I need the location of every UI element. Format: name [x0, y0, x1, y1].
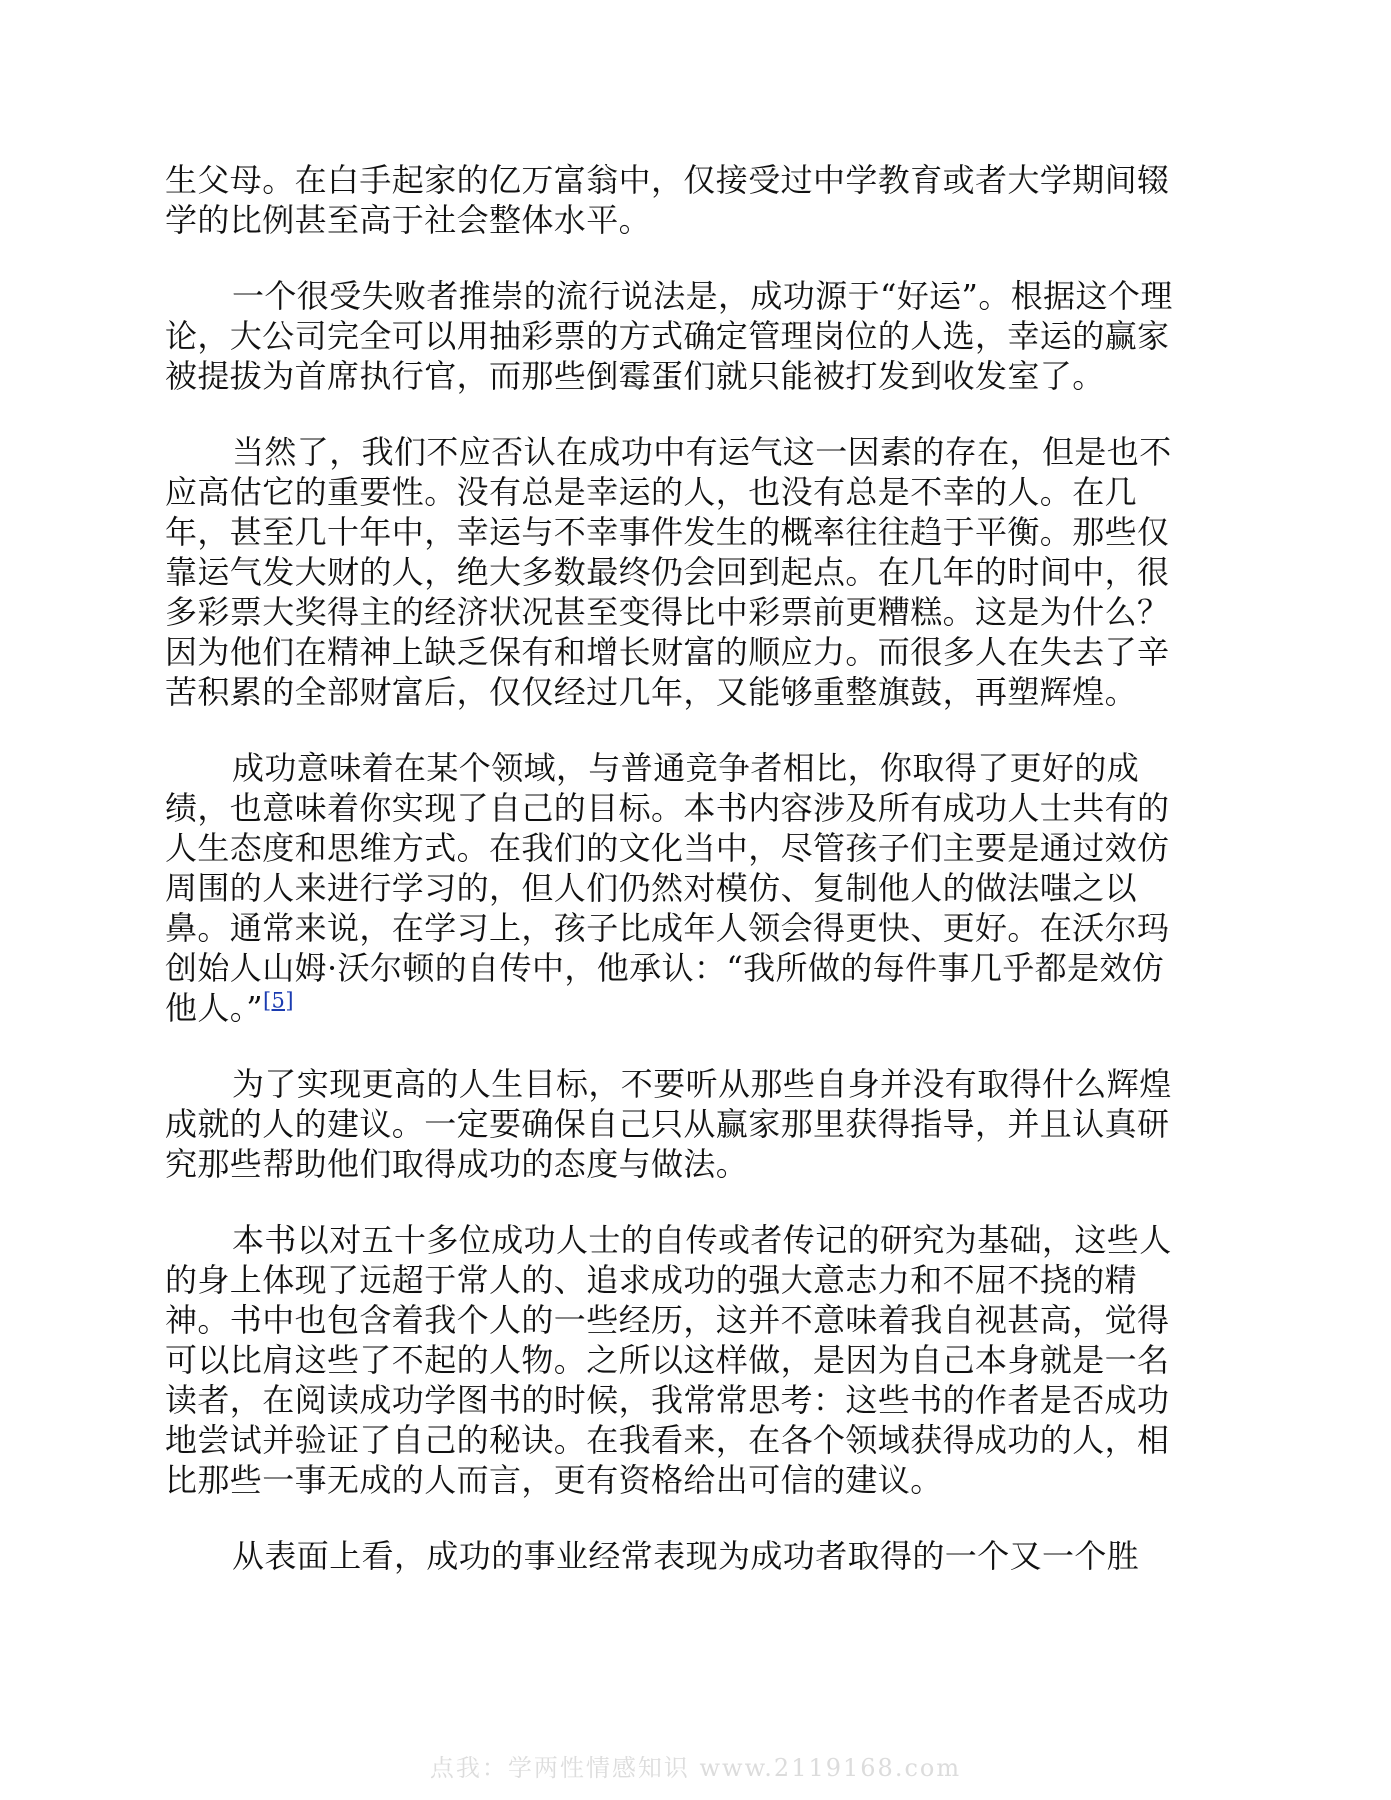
text-line: 他人。”: [165, 989, 263, 1027]
text-line: 成功意味着在某个领域，与普通竞争者相比，你取得了更好的成: [232, 749, 1140, 787]
paragraph-4: [165, 748, 1225, 1028]
text-line: 从表面上看，成功的事业经常表现为成功者取得的一个又一个胜: [232, 1537, 1140, 1575]
paragraph-1: [165, 160, 1225, 240]
text-line: 因为他们在精神上缺乏保有和增长财富的顺应力。而很多人在失去了辛: [165, 633, 1170, 671]
text-line: 成就的人的建议。一定要确保自己只从赢家那里获得指导，并且认真研: [165, 1105, 1170, 1143]
footnote-link[interactable]: [5]: [262, 988, 294, 1013]
text-line: 究那些帮助他们取得成功的态度与做法。: [165, 1145, 749, 1183]
text-line: 多彩票大奖得主的经济状况甚至变得比中彩票前更糟糕。这是为什么？: [165, 593, 1170, 631]
text-line: 生父母。在白手起家的亿万富翁中，仅接受过中学教育或者大学期间辍: [165, 161, 1170, 199]
text-line: 学的比例甚至高于社会整体水平。: [165, 201, 652, 239]
text-line: 读者，在阅读成功学图书的时候，我常常思考：这些书的作者是否成功: [165, 1381, 1170, 1419]
paragraph-5: [165, 1064, 1225, 1184]
text-line: 神。书中也包含着我个人的一些经历，这并不意味着我自视甚高，觉得: [165, 1301, 1170, 1339]
text-line: 被提拔为首席执行官，而那些倒霉蛋们就只能被打发到收发室了。: [165, 357, 1105, 395]
text-line: 本书以对五十多位成功人士的自传或者传记的研究为基础，这些人: [232, 1221, 1172, 1259]
text-line: 比那些一事无成的人而言，更有资格给出可信的建议。: [165, 1461, 943, 1499]
text-line: 绩，也意味着你实现了自己的目标。本书内容涉及所有成功人士共有的: [165, 789, 1170, 827]
text-line: 可以比肩这些了不起的人物。之所以这样做，是因为自己本身就是一名: [165, 1341, 1170, 1379]
text-line: 一个很受失败者推崇的流行说法是，成功源于“好运”。根据这个理: [232, 277, 1173, 315]
text-line: 靠运气发大财的人，绝大多数最终仍会回到起点。在几年的时间中，很: [165, 553, 1170, 591]
text-line: 苦积累的全部财富后，仅仅经过几年，又能够重整旗鼓，再塑辉煌。: [165, 673, 1138, 711]
text-line-with-footnote: [165, 988, 1225, 1028]
text-line: 论，大公司完全可以用抽彩票的方式确定管理岗位的人选，幸运的赢家: [165, 317, 1170, 355]
paragraph-2: [165, 276, 1225, 396]
text-line: 年，甚至几十年中，幸运与不幸事件发生的概率往往趋于平衡。那些仅: [165, 513, 1170, 551]
paragraph-3: [165, 432, 1225, 712]
text-line: 人生态度和思维方式。在我们的文化当中，尽管孩子们主要是通过效仿: [165, 829, 1170, 867]
document-body: [165, 160, 1225, 1612]
text-line: 应高估它的重要性。没有总是幸运的人，也没有总是不幸的人。在几: [165, 473, 1138, 511]
text-line: 的身上体现了远超于常人的、追求成功的强大意志力和不屈不挠的精: [165, 1261, 1138, 1299]
text-line: 周围的人来进行学习的，但人们仍然对模仿、复制他人的做法嗤之以: [165, 869, 1138, 907]
text-line: 地尝试并验证了自己的秘诀。在我看来，在各个领域获得成功的人，相: [165, 1421, 1170, 1459]
paragraph-6: [165, 1220, 1225, 1500]
text-line: 为了实现更高的人生目标，不要听从那些自身并没有取得什么辉煌: [232, 1065, 1172, 1103]
text-line: 创始人山姆·沃尔顿的自传中，他承认：“我所做的每件事几乎都是效仿: [165, 949, 1165, 987]
footer-watermark: 点我：学两性情感知识 www.2119168.com: [429, 1754, 962, 1782]
text-line: 当然了，我们不应否认在成功中有运气这一因素的存在，但是也不: [232, 433, 1172, 471]
paragraph-7: [165, 1536, 1225, 1576]
text-line: 鼻。通常来说，在学习上，孩子比成年人领会得更快、更好。在沃尔玛: [165, 909, 1170, 947]
